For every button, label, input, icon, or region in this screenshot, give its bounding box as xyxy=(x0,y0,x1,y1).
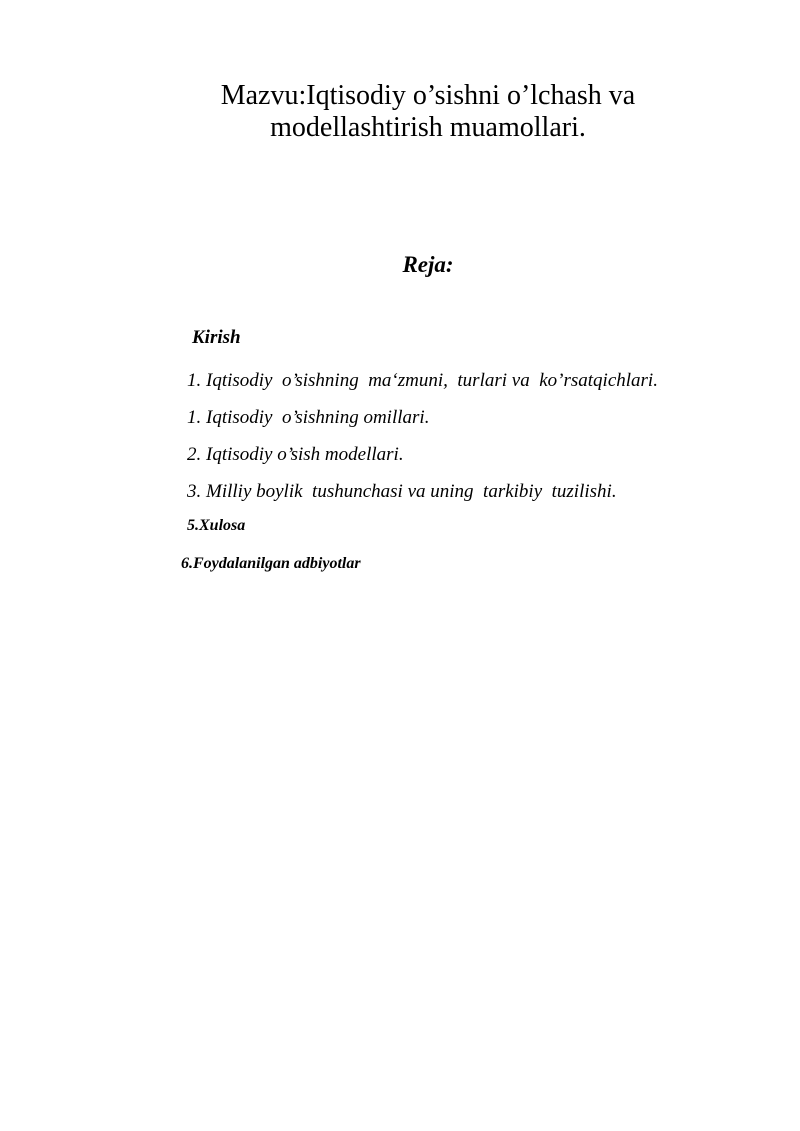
plan-item: 1. Iqtisodiy o’sishning omillari. xyxy=(187,407,430,428)
intro-item: Kirish xyxy=(192,327,241,348)
conclusion-item: 5.Xulosa xyxy=(187,517,246,534)
plan-item: 1. Iqtisodiy o’sishning ma‘zmuni, turlari va ko’rsatqichlari. xyxy=(187,370,658,391)
title-line-2: modellashtirish muamollari. xyxy=(270,112,586,143)
page-title xyxy=(150,80,706,144)
plan-list xyxy=(187,368,658,516)
plan-heading: Reja: xyxy=(402,252,454,277)
plan-item: 2. Iqtisodiy o’sish modellari. xyxy=(187,444,404,465)
references-item: 6.Foydalanilgan adbiyotlar xyxy=(181,555,361,572)
title-line-1: Mazvu:Iqtisodiy o’sishni o’lchash va xyxy=(220,80,636,111)
plan-item: 3. Milliy boylik tushunchasi va uning tarkibiy tuzilishi. xyxy=(187,481,617,502)
